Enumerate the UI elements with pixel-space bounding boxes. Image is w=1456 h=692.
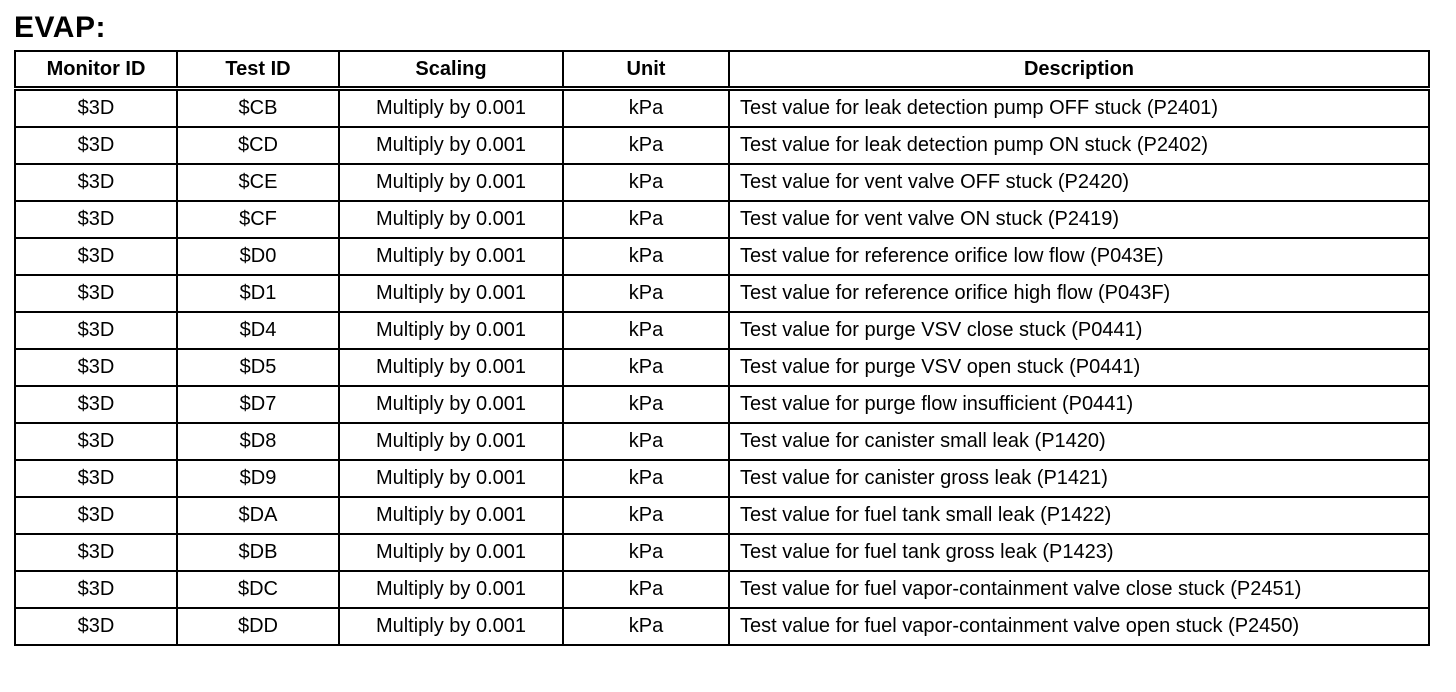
cell-description: Test value for fuel tank small leak (P1422) (729, 497, 1429, 534)
cell-unit: kPa (563, 164, 729, 201)
cell-test-id: $D7 (177, 386, 339, 423)
cell-scaling: Multiply by 0.001 (339, 386, 563, 423)
cell-description: Test value for fuel vapor-containment valve close stuck (P2451) (729, 571, 1429, 608)
header-scaling: Scaling (339, 51, 563, 89)
cell-description: Test value for vent valve ON stuck (P2419) (729, 201, 1429, 238)
table-body (15, 89, 1429, 646)
cell-unit: kPa (563, 127, 729, 164)
cell-scaling: Multiply by 0.001 (339, 497, 563, 534)
evap-table (14, 50, 1430, 646)
cell-scaling: Multiply by 0.001 (339, 238, 563, 275)
cell-description: Test value for leak detection pump OFF stuck (P2401) (729, 89, 1429, 128)
cell-scaling: Multiply by 0.001 (339, 608, 563, 645)
cell-description: Test value for leak detection pump ON stuck (P2402) (729, 127, 1429, 164)
cell-unit: kPa (563, 275, 729, 312)
cell-scaling: Multiply by 0.001 (339, 89, 563, 128)
cell-description: Test value for reference orifice low flow (P043E) (729, 238, 1429, 275)
cell-unit: kPa (563, 312, 729, 349)
cell-scaling: Multiply by 0.001 (339, 571, 563, 608)
cell-unit: kPa (563, 349, 729, 386)
table-row (15, 571, 1429, 608)
cell-monitor-id: $3D (15, 312, 177, 349)
cell-test-id: $DC (177, 571, 339, 608)
table-row (15, 386, 1429, 423)
table-row (15, 534, 1429, 571)
cell-scaling: Multiply by 0.001 (339, 201, 563, 238)
section-title: EVAP: (14, 11, 106, 44)
cell-description: Test value for canister small leak (P1420) (729, 423, 1429, 460)
cell-scaling: Multiply by 0.001 (339, 127, 563, 164)
cell-test-id: $CE (177, 164, 339, 201)
table-header (15, 51, 1429, 89)
cell-monitor-id: $3D (15, 534, 177, 571)
cell-unit: kPa (563, 497, 729, 534)
header-description: Description (729, 51, 1429, 89)
table-row (15, 460, 1429, 497)
cell-scaling: Multiply by 0.001 (339, 164, 563, 201)
table-row (15, 89, 1429, 128)
cell-monitor-id: $3D (15, 89, 177, 128)
cell-test-id: $D5 (177, 349, 339, 386)
cell-test-id: $DD (177, 608, 339, 645)
cell-scaling: Multiply by 0.001 (339, 312, 563, 349)
cell-unit: kPa (563, 89, 729, 128)
cell-unit: kPa (563, 534, 729, 571)
cell-unit: kPa (563, 460, 729, 497)
header-row (15, 51, 1429, 89)
cell-test-id: $DA (177, 497, 339, 534)
cell-unit: kPa (563, 571, 729, 608)
cell-monitor-id: $3D (15, 423, 177, 460)
table-row (15, 497, 1429, 534)
table-row (15, 275, 1429, 312)
table-row (15, 201, 1429, 238)
cell-test-id: $D8 (177, 423, 339, 460)
cell-test-id: $D0 (177, 238, 339, 275)
cell-test-id: $CF (177, 201, 339, 238)
cell-monitor-id: $3D (15, 201, 177, 238)
cell-description: Test value for vent valve OFF stuck (P2420) (729, 164, 1429, 201)
table-row (15, 164, 1429, 201)
header-test-id: Test ID (177, 51, 339, 89)
cell-scaling: Multiply by 0.001 (339, 275, 563, 312)
cell-scaling: Multiply by 0.001 (339, 534, 563, 571)
cell-monitor-id: $3D (15, 349, 177, 386)
table-row (15, 423, 1429, 460)
cell-unit: kPa (563, 423, 729, 460)
table-row (15, 238, 1429, 275)
cell-test-id: $D9 (177, 460, 339, 497)
cell-scaling: Multiply by 0.001 (339, 423, 563, 460)
cell-description: Test value for purge VSV open stuck (P0441) (729, 349, 1429, 386)
cell-test-id: $DB (177, 534, 339, 571)
cell-description: Test value for fuel vapor-containment valve open stuck (P2450) (729, 608, 1429, 645)
cell-monitor-id: $3D (15, 608, 177, 645)
table-row (15, 127, 1429, 164)
cell-unit: kPa (563, 201, 729, 238)
cell-monitor-id: $3D (15, 127, 177, 164)
cell-description: Test value for reference orifice high flow (P043F) (729, 275, 1429, 312)
cell-unit: kPa (563, 386, 729, 423)
cell-test-id: $CD (177, 127, 339, 164)
cell-scaling: Multiply by 0.001 (339, 460, 563, 497)
cell-monitor-id: $3D (15, 386, 177, 423)
cell-monitor-id: $3D (15, 571, 177, 608)
cell-monitor-id: $3D (15, 164, 177, 201)
cell-unit: kPa (563, 238, 729, 275)
table-row (15, 349, 1429, 386)
cell-monitor-id: $3D (15, 238, 177, 275)
cell-scaling: Multiply by 0.001 (339, 349, 563, 386)
cell-description: Test value for purge flow insufficient (P0441) (729, 386, 1429, 423)
cell-description: Test value for fuel tank gross leak (P1423) (729, 534, 1429, 571)
cell-monitor-id: $3D (15, 460, 177, 497)
cell-monitor-id: $3D (15, 275, 177, 312)
cell-description: Test value for purge VSV close stuck (P0441) (729, 312, 1429, 349)
cell-test-id: $CB (177, 89, 339, 128)
table-row (15, 312, 1429, 349)
cell-test-id: $D4 (177, 312, 339, 349)
header-monitor-id: Monitor ID (15, 51, 177, 89)
cell-test-id: $D1 (177, 275, 339, 312)
cell-monitor-id: $3D (15, 497, 177, 534)
cell-unit: kPa (563, 608, 729, 645)
cell-description: Test value for canister gross leak (P1421) (729, 460, 1429, 497)
header-unit: Unit (563, 51, 729, 89)
table-row (15, 608, 1429, 645)
